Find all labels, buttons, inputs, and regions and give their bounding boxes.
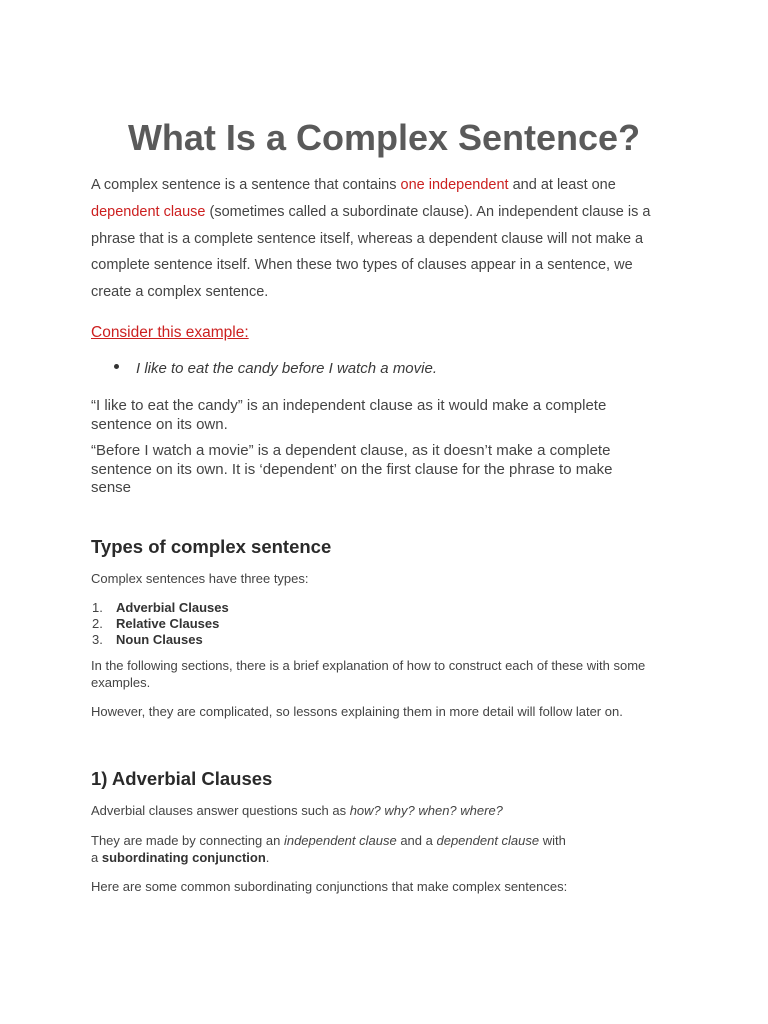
paragraph-text: a <box>91 849 102 865</box>
list-number: 2. <box>92 616 103 631</box>
paragraph-text: They are made by connecting an <box>91 833 284 848</box>
intro-paragraph <box>91 172 691 306</box>
bullet-icon <box>114 364 119 369</box>
subordinating-conjunction-bold: subordinating conjunction <box>101 849 266 865</box>
paragraph-line-1 <box>91 833 671 850</box>
paragraph-text: . <box>265 849 270 865</box>
following-sections-paragraph: In the following sections, there is a brief explanation of how to construct each of these with some examples. <box>91 658 646 690</box>
intro-text: (sometimes called a subordinate clause). An independent clause is a <box>205 203 651 220</box>
highlight-one-independent: one independent <box>400 177 509 193</box>
list-item-adverbial-clauses: Adverbial Clauses <box>116 600 229 615</box>
highlight-dependent-clause: dependent clause <box>91 203 206 220</box>
intro-line-1 <box>91 172 691 199</box>
types-heading: Types of complex sentence <box>91 536 332 557</box>
intro-line-3: phrase that is a complete sentence itself, whereas a dependent clause will not make a <box>91 230 644 247</box>
paragraph-text: and a <box>396 833 437 848</box>
list-item-relative-clauses: Relative Clauses <box>116 616 220 631</box>
list-number: 3. <box>92 632 103 647</box>
types-intro: Complex sentences have three types: <box>91 571 309 586</box>
list-number: 1. <box>92 600 103 615</box>
conjunctions-intro-paragraph: Here are some common subordinating conjunctions that make complex sentences: <box>91 879 568 894</box>
paragraph-line-2 <box>91 850 671 867</box>
dependent-clause-italic: dependent clause <box>436 833 540 848</box>
intro-text: A complex sentence is a sentence that contains <box>91 177 401 193</box>
intro-text: and at least one <box>508 177 616 193</box>
list-item-noun-clauses: Noun Clauses <box>116 632 203 647</box>
adverbial-clauses-heading: 1) Adverbial Clauses <box>91 768 273 789</box>
explanation-dependent: “Before I watch a movie” is a dependent clause, as it doesn’t make a complete sentence on its own. It is ‘dependent’ on the first clause for the phrase to make sense <box>91 442 613 496</box>
adverbial-questions-paragraph <box>91 803 671 820</box>
page-title: What Is a Complex Sentence? <box>127 117 641 158</box>
intro-line-5: create a complex sentence. <box>91 284 269 301</box>
however-paragraph: However, they are complicated, so lessons explaining them in more detail will follow later on. <box>91 704 623 719</box>
paragraph-text: with <box>539 833 566 848</box>
adverbial-made-paragraph <box>91 833 671 866</box>
intro-line-2 <box>91 199 691 226</box>
example-sentence: I like to eat the candy before I watch a movie. <box>136 360 437 377</box>
paragraph-text: Adverbial clauses answer questions such as <box>91 803 350 818</box>
questions-italic: how? why? when? where? <box>349 803 503 818</box>
explanation-independent: “I like to eat the candy” is an independent clause as it would make a complete sentence on its own. <box>91 397 607 433</box>
intro-line-4: complete sentence itself. When these two types of clauses appear in a sentence, we <box>91 257 633 274</box>
independent-clause-italic: independent clause <box>283 833 397 848</box>
consider-example-heading: Consider this example: <box>91 324 249 341</box>
